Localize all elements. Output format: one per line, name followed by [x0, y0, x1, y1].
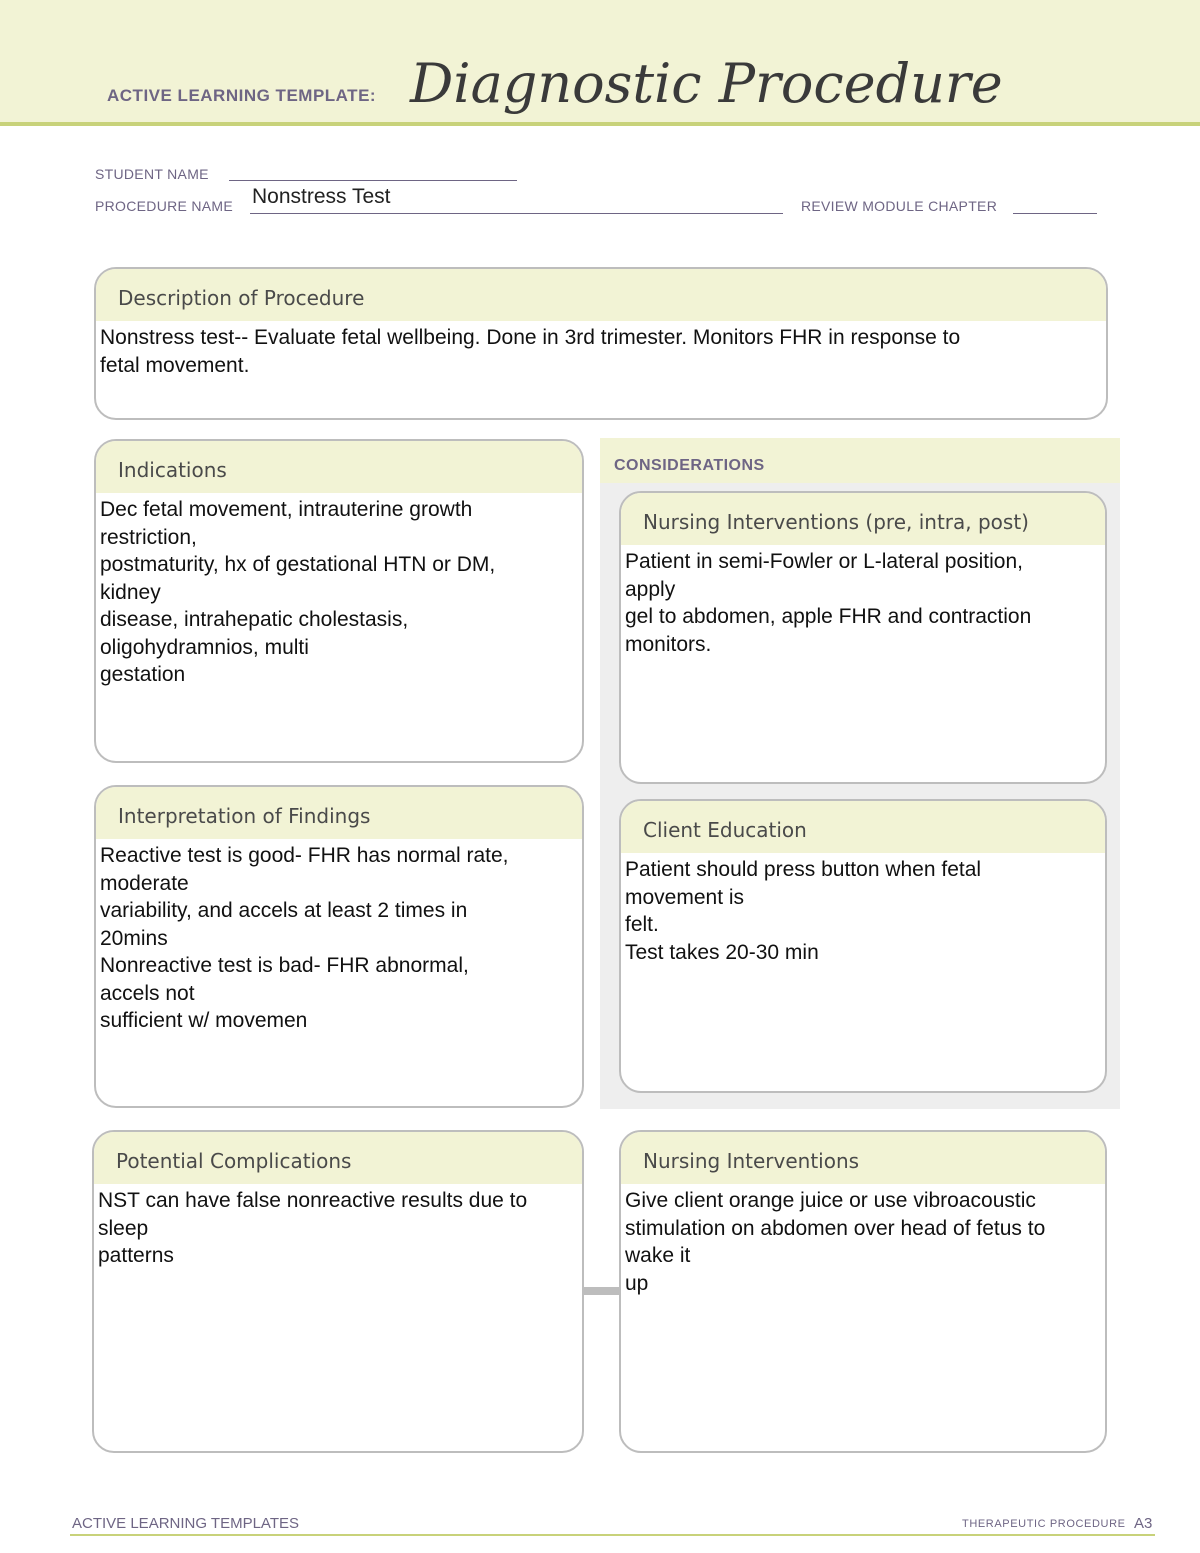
- text-line: Give client orange juice or use vibroacoustic: [625, 1189, 1036, 1212]
- review-module-field[interactable]: [1013, 213, 1097, 214]
- interpretation-text[interactable]: [96, 839, 582, 1035]
- page-title: Diagnostic Procedure: [410, 52, 1003, 115]
- text-line: gel to abdomen, apple FHR and contraction: [625, 605, 1032, 628]
- text-line: Nonreactive test is bad- FHR abnormal,: [100, 954, 469, 977]
- procedure-name-field[interactable]: [250, 213, 783, 214]
- client-education-box: [619, 799, 1107, 1093]
- nursing-interventions-ppi-box: [619, 491, 1107, 784]
- text-line: kidney: [100, 580, 161, 604]
- text-line: Patient in semi-Fowler or L-lateral position,: [625, 550, 1023, 573]
- nursing-interventions-box: [619, 1130, 1107, 1453]
- student-name-label: STUDENT NAME: [95, 166, 209, 182]
- interpretation-box: [94, 785, 584, 1108]
- text-line: stimulation on abdomen over head of fetus to: [625, 1216, 1046, 1240]
- nursing-interventions-heading: Nursing Interventions: [621, 1132, 1105, 1184]
- description-box: [94, 267, 1108, 420]
- header-rule: [0, 122, 1200, 126]
- text-line: sleep: [98, 1216, 149, 1240]
- considerations-label: CONSIDERATIONS: [614, 457, 765, 474]
- text-line: up: [625, 1271, 649, 1295]
- footer-label: ACTIVE LEARNING TEMPLATES: [72, 1515, 299, 1532]
- client-education-text[interactable]: [621, 853, 1105, 966]
- complications-heading: Potential Complications: [94, 1132, 582, 1184]
- procedure-name-label: PROCEDURE NAME: [95, 198, 233, 214]
- text-line: apply: [625, 577, 676, 601]
- page-number: A3: [1134, 1515, 1153, 1532]
- text-line: restriction,: [100, 525, 197, 549]
- complications-box: [92, 1130, 584, 1453]
- client-education-heading: Client Education: [621, 801, 1105, 853]
- nursing-interventions-text[interactable]: [621, 1184, 1105, 1297]
- text-line: fetal movement.: [100, 353, 250, 377]
- text-line: movement is: [625, 885, 745, 909]
- text-line: Nonstress test-- Evaluate fetal wellbeing. Done in 3rd trimester. Monitors FHR in response to: [100, 326, 961, 349]
- text-line: oligohydramnios, multi: [100, 635, 309, 659]
- footer-section: THERAPEUTIC PROCEDURE: [962, 1518, 1126, 1530]
- text-line: wake it: [625, 1244, 691, 1267]
- text-line: 20mins: [100, 926, 168, 950]
- indications-text[interactable]: [96, 493, 582, 689]
- text-line: Dec fetal movement, intrauterine growth: [100, 498, 473, 521]
- text-line: patterns: [98, 1244, 174, 1267]
- text-line: Test takes 20-30 min: [625, 940, 819, 964]
- indications-box: [94, 439, 584, 763]
- footer-rule: [70, 1534, 1155, 1536]
- text-line: moderate: [100, 871, 189, 895]
- text-line: variability, and accels at least 2 times in: [100, 899, 468, 922]
- template-label: ACTIVE LEARNING TEMPLATE:: [107, 86, 377, 105]
- interpretation-heading: Interpretation of Findings: [96, 787, 582, 839]
- text-line: postmaturity, hx of gestational HTN or DM,: [100, 553, 496, 576]
- text-line: gestation: [100, 663, 186, 686]
- description-text[interactable]: [96, 321, 1106, 379]
- review-module-label: REVIEW MODULE CHAPTER: [801, 198, 998, 214]
- text-line: Patient should press button when fetal: [625, 858, 982, 881]
- text-line: disease, intrahepatic cholestasis,: [100, 608, 409, 631]
- nursing-interventions-ppi-text[interactable]: [621, 545, 1105, 658]
- text-line: felt.: [625, 913, 659, 936]
- complications-text[interactable]: [94, 1184, 582, 1270]
- procedure-name-value: Nonstress Test: [252, 185, 391, 208]
- text-line: sufficient w/ movemen: [100, 1009, 308, 1032]
- nursing-interventions-ppi-heading: Nursing Interventions (pre, intra, post): [621, 493, 1105, 545]
- text-line: monitors.: [625, 632, 712, 656]
- indications-heading: Indications: [96, 441, 582, 493]
- student-name-field[interactable]: [229, 180, 517, 181]
- text-line: Reactive test is good- FHR has normal rate,: [100, 844, 509, 867]
- description-heading: Description of Procedure: [96, 269, 1106, 321]
- text-line: NST can have false nonreactive results due to: [98, 1189, 528, 1212]
- text-line: accels not: [100, 981, 195, 1005]
- box-connector: [584, 1287, 620, 1295]
